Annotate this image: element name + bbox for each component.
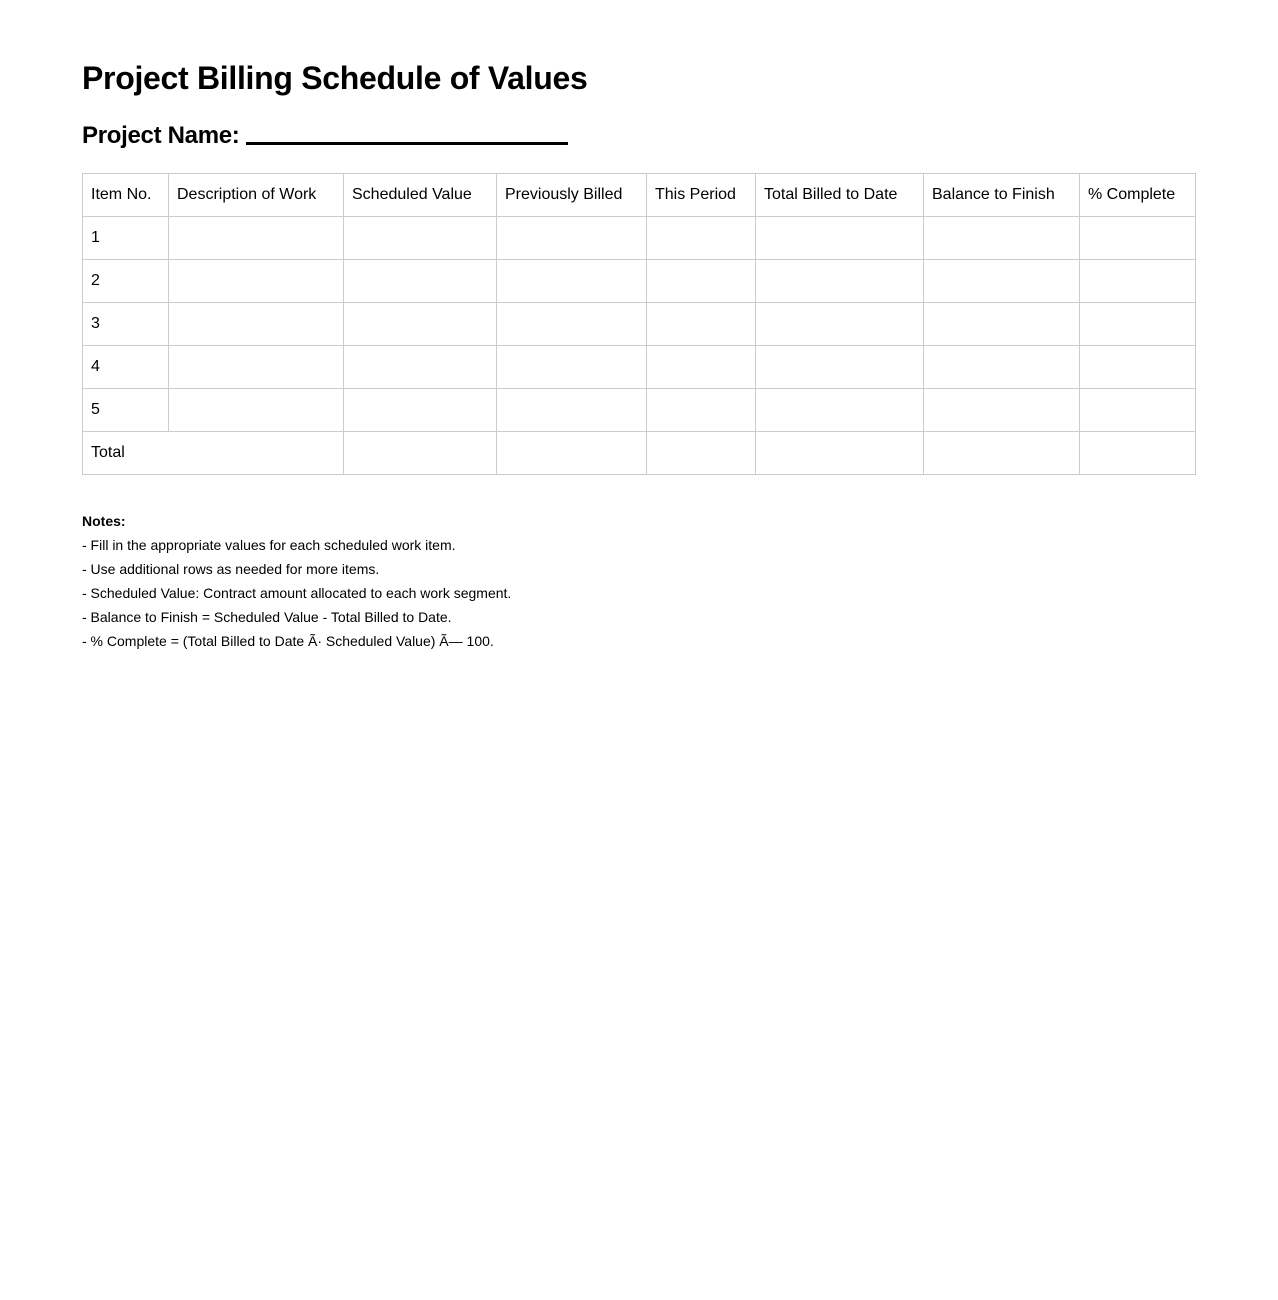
note-item: - Scheduled Value: Contract amount allocated to each work segment.: [82, 585, 512, 601]
cell-this-period[interactable]: [647, 346, 756, 389]
cell-scheduled-value[interactable]: [344, 389, 497, 432]
cell-previously-billed[interactable]: [497, 346, 647, 389]
project-name-blank-line[interactable]: [246, 120, 568, 145]
cell-previously-billed[interactable]: [497, 389, 647, 432]
notes-title: Notes:: [82, 513, 126, 529]
table-row: [83, 389, 1196, 432]
total-previously-billed[interactable]: [497, 432, 647, 475]
cell-item-no: 2: [83, 260, 169, 303]
cell-total-billed[interactable]: [756, 260, 924, 303]
cell-percent-complete[interactable]: [1080, 303, 1196, 346]
cell-percent-complete[interactable]: [1080, 217, 1196, 260]
cell-description[interactable]: [169, 260, 344, 303]
cell-description[interactable]: [169, 389, 344, 432]
cell-total-billed[interactable]: [756, 346, 924, 389]
total-billed-to-date[interactable]: [756, 432, 924, 475]
cell-item-no: 4: [83, 346, 169, 389]
note-item: - Fill in the appropriate values for each scheduled work item.: [82, 537, 456, 553]
cell-item-no: 3: [83, 303, 169, 346]
header-balance-to-finish: Balance to Finish: [924, 174, 1080, 217]
cell-scheduled-value[interactable]: [344, 217, 497, 260]
cell-percent-complete[interactable]: [1080, 346, 1196, 389]
cell-description[interactable]: [169, 346, 344, 389]
cell-previously-billed[interactable]: [497, 303, 647, 346]
header-description: Description of Work: [169, 174, 344, 217]
total-scheduled-value[interactable]: [344, 432, 497, 475]
cell-this-period[interactable]: [647, 389, 756, 432]
header-this-period: This Period: [647, 174, 756, 217]
table-row: [83, 260, 1196, 303]
header-item-no: Item No.: [83, 174, 169, 217]
cell-balance-to-finish[interactable]: [924, 217, 1080, 260]
note-item: - % Complete = (Total Billed to Date Ã· Scheduled Value) Ã— 100.: [82, 633, 494, 649]
cell-item-no: 1: [83, 217, 169, 260]
header-previously-billed: Previously Billed: [497, 174, 647, 217]
project-name-label: Project Name:: [82, 122, 240, 149]
header-percent-complete: % Complete: [1080, 174, 1196, 217]
table-row: [83, 217, 1196, 260]
cell-scheduled-value[interactable]: [344, 260, 497, 303]
cell-total-billed[interactable]: [756, 389, 924, 432]
cell-description[interactable]: [169, 303, 344, 346]
note-item: - Use additional rows as needed for more items.: [82, 561, 380, 577]
table-header-row: [83, 174, 1196, 217]
cell-balance-to-finish[interactable]: [924, 260, 1080, 303]
cell-scheduled-value[interactable]: [344, 346, 497, 389]
cell-percent-complete[interactable]: [1080, 389, 1196, 432]
cell-previously-billed[interactable]: [497, 260, 647, 303]
cell-previously-billed[interactable]: [497, 217, 647, 260]
cell-description[interactable]: [169, 217, 344, 260]
table-row: [83, 303, 1196, 346]
cell-total-billed[interactable]: [756, 303, 924, 346]
project-name-field: [82, 120, 568, 150]
cell-this-period[interactable]: [647, 217, 756, 260]
cell-this-period[interactable]: [647, 260, 756, 303]
page-title: Project Billing Schedule of Values: [82, 60, 588, 96]
cell-balance-to-finish[interactable]: [924, 346, 1080, 389]
total-row: [83, 432, 1196, 475]
total-this-period[interactable]: [647, 432, 756, 475]
cell-balance-to-finish[interactable]: [924, 389, 1080, 432]
header-scheduled-value: Scheduled Value: [344, 174, 497, 217]
cell-total-billed[interactable]: [756, 217, 924, 260]
table-row: [83, 346, 1196, 389]
cell-this-period[interactable]: [647, 303, 756, 346]
note-item: - Balance to Finish = Scheduled Value - Total Billed to Date.: [82, 609, 452, 625]
cell-scheduled-value[interactable]: [344, 303, 497, 346]
total-balance-to-finish[interactable]: [924, 432, 1080, 475]
cell-balance-to-finish[interactable]: [924, 303, 1080, 346]
cell-item-no: 5: [83, 389, 169, 432]
total-percent-complete[interactable]: [1080, 432, 1196, 475]
header-total-billed: Total Billed to Date: [756, 174, 924, 217]
cell-percent-complete[interactable]: [1080, 260, 1196, 303]
schedule-of-values-table: [82, 173, 1196, 475]
notes-section: [82, 509, 511, 653]
total-label: Total: [83, 432, 344, 475]
